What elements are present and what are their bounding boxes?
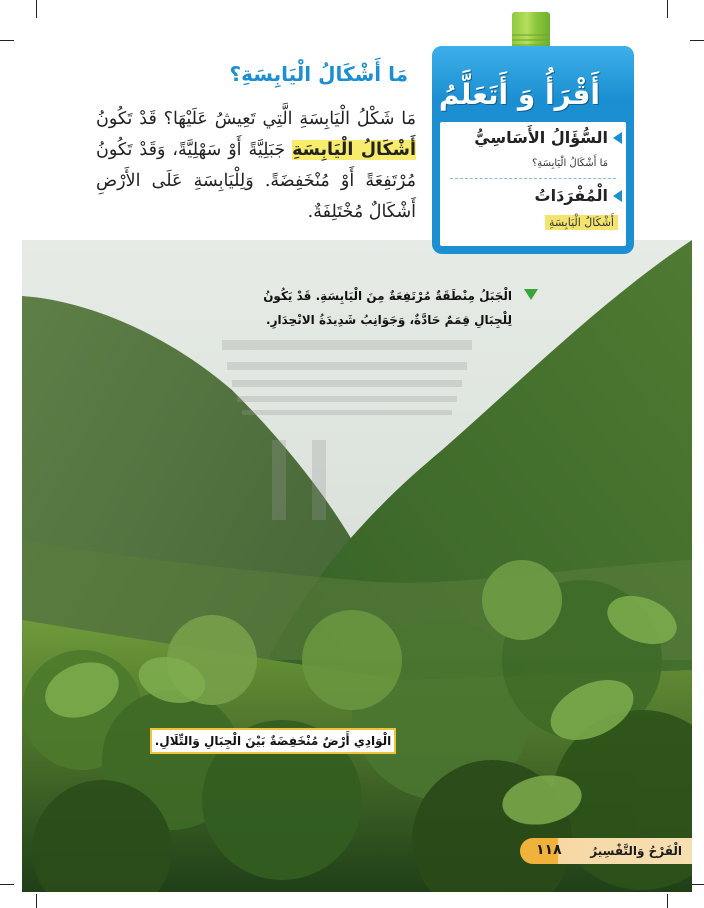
page-footer <box>520 838 692 864</box>
mountain-caption <box>230 284 512 332</box>
read-and-learn-content <box>440 122 626 246</box>
mountain-caption-text: الْجَبَلُ مِنْطَقَةٌ مُرْتَفِعَةٌ مِنَ الْيَابِسَةِ. قَدْ يَكُونُ لِلْجِبَالِ قِمَمٌ حَادَّةٌ، وَجَوَانِبُ شَدِيدَةُ الانْحِدَارِ. <box>263 289 512 327</box>
vocabulary-title: الْمُفْرَدَاتُ <box>534 186 608 205</box>
paragraph-part: مَا شَكْلُ الْيَابِسَةِ الَّتِي تَعِيشُ عَلَيْهَا؟ قَدْ تَكُونُ <box>96 109 416 129</box>
essential-question-title: السُّؤَالُ الأَسَاسِيُّ <box>474 128 608 147</box>
valley-photo <box>22 240 692 892</box>
crop-mark <box>0 884 14 885</box>
crop-mark <box>0 40 14 41</box>
unit-name: الْفَرْحُ وَالتَّفْسِيرُ <box>590 844 682 858</box>
valley-caption-text: الْوَادِي أَرْضٌ مُنْخَفِضَةٌ بَيْنَ الْجِبَالِ وَالتِّلَالِ. <box>154 734 392 748</box>
divider <box>450 178 616 179</box>
bullet-triangle-icon <box>613 190 622 202</box>
paragraph-part: جَبَلِيَّةً أَوْ سَهْلِيَّةً، وَقَدْ تَكُونُ مُرْتَفِعَةً أَوْ مُنْخَفِضَةً. وَلِلْيَابِسَةِ عَلَى الأَرْضِ أَشْكَالٌ مُخْتَلِفَةٌ. <box>96 140 416 222</box>
valley-caption <box>150 728 396 754</box>
read-and-learn-title: أَقْرَأُ وَ أَتَعَلَّمُ <box>438 78 600 111</box>
read-and-learn-box <box>432 46 634 254</box>
crop-mark <box>667 894 668 908</box>
lesson-paragraph <box>96 104 416 228</box>
vocabulary-term: أَشْكَالُ الْيَابِسَةِ <box>545 215 618 230</box>
essential-question: مَا أَشْكَالُ الْيَابِسَةِ؟ <box>531 158 608 169</box>
crop-mark <box>690 40 704 41</box>
crop-mark <box>667 0 668 18</box>
vocabulary-highlight: أَشْكَالُ الْيَابِسَةِ <box>292 140 416 160</box>
crop-mark <box>36 0 37 18</box>
bullet-triangle-icon <box>613 132 622 144</box>
lesson-title: مَا أَشْكَالُ الْيَابِسَةِ؟ <box>229 62 408 86</box>
crop-mark <box>690 884 704 885</box>
page-number: ١١٨ <box>536 842 562 858</box>
caption-triangle-icon <box>524 289 538 300</box>
crop-mark <box>36 894 37 908</box>
